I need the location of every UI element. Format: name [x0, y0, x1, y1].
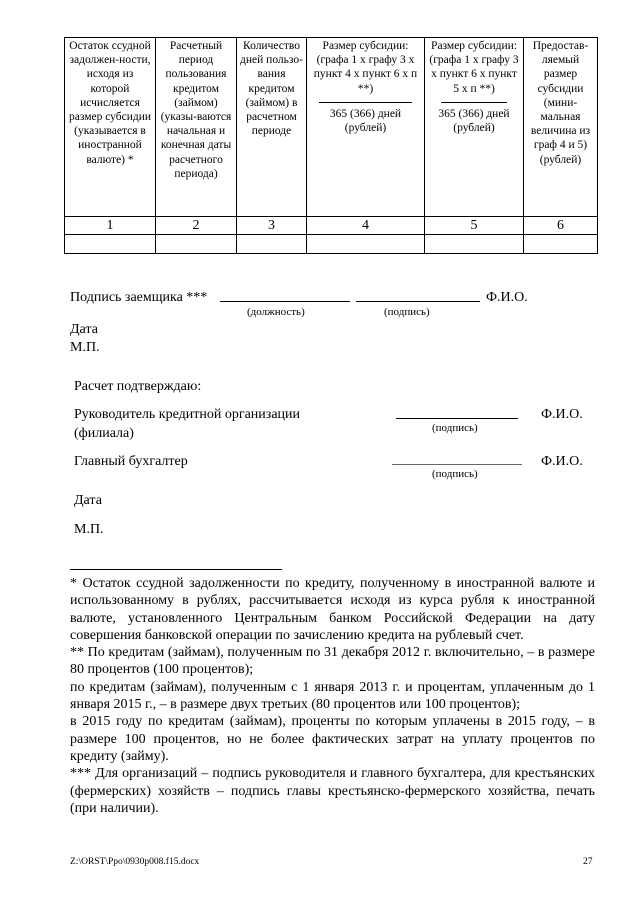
borrower-position-line[interactable] — [220, 301, 350, 302]
column-number: 3 — [237, 217, 307, 235]
confirmation-seal: М.П. — [74, 522, 104, 537]
borrower-signature-caption: (подпись) — [384, 306, 430, 318]
column-number: 2 — [156, 217, 237, 235]
fraction-line — [319, 102, 412, 103]
head-title-line1: Руководитель кредитной организации — [74, 407, 301, 422]
head-signature-caption: (подпись) — [432, 422, 478, 434]
borrower-position-caption: (должность) — [247, 306, 305, 318]
col4-numerator: Размер субсидии: (графа 1 x графу 3 x пункт 4 x пункт 6 x п **) — [313, 40, 418, 95]
confirmation-heading: Расчет подтверждаю: — [74, 379, 202, 394]
footnotes — [70, 575, 595, 817]
header-subsidy-size-b — [425, 38, 524, 217]
table-cell[interactable] — [307, 235, 425, 254]
column-number: 4 — [307, 217, 425, 235]
header-days-of-use: Количество дней пользо-вания кредитом (займом) в расчетном периоде — [237, 38, 307, 217]
table-header-row — [65, 38, 598, 217]
table-cell[interactable] — [425, 235, 524, 254]
table-cell[interactable] — [237, 235, 307, 254]
confirmation-date: Дата — [74, 493, 102, 508]
borrower-date: Дата — [70, 322, 98, 337]
borrower-signature-line[interactable] — [356, 301, 480, 302]
head-title-line2: (филиала) — [74, 426, 134, 441]
table-cell[interactable] — [524, 235, 598, 254]
footer-file-path: Z:\ORST\Ppo\0930p008.f15.docx — [70, 857, 200, 867]
footnote-2a: ** По кредитам (займам), полученным по 31 декабря 2012 г. включительно, – в размере 80 процентов (100 процентов); — [70, 645, 595, 678]
column-number: 1 — [65, 217, 156, 235]
table-cell[interactable] — [156, 235, 237, 254]
accountant-signature-line[interactable] — [392, 464, 522, 465]
fraction-line — [441, 102, 507, 103]
footnote-3: *** Для организаций – подпись руководителя и главного бухгалтера, для крестьянских (фермерских) хозяйств – подпись главы крестьянско-фермерского хозяйства, печать (при наличии). — [70, 766, 595, 816]
borrower-signature-label: Подпись заемщика *** — [70, 290, 208, 305]
head-signature-line[interactable] — [396, 418, 518, 419]
table-empty-row — [65, 235, 598, 254]
header-provided-subsidy: Предостав-ляемый размер субсидии (мини-мальная величина из граф 4 и 5) (рублей) — [524, 38, 598, 217]
borrower-seal: М.П. — [70, 340, 100, 355]
footnote-2c: в 2015 году по кредитам (займам), проценты по которым уплачены в 2015 году, – в размере 100 процентов, но не более фактических затрат на уплату процентов по кредиту (займу). — [70, 714, 595, 764]
table-cell[interactable] — [65, 235, 156, 254]
accountant-fio: Ф.И.О. — [541, 454, 583, 469]
col5-numerator: Размер субсидии: (графа 1 x графу 3 x пункт 6 x пункт 5 x п **) — [429, 40, 519, 95]
footnote-2b: по кредитам (займам), полученным с 1 января 2013 г. и процентам, уплаченным до 1 января 2015 г., – в размере двух третьих (80 процентов или 100 процентов); — [70, 679, 595, 713]
col5-denominator: 365 (366) дней (рублей) — [438, 107, 510, 135]
header-calculation-period: Расчетный период пользования кредитом (займом) (указы-ваются начальная и конечная даты расчетного периода) — [156, 38, 237, 217]
footer-page-number: 27 — [583, 857, 593, 867]
table-column-numbers-row — [65, 217, 598, 235]
column-number: 5 — [425, 217, 524, 235]
header-subsidy-size-a — [307, 38, 425, 217]
header-loan-balance: Остаток ссудной задолжен-ности, исходя из которой исчисляется размер субсидии (указывается в иностранной валюте) * — [65, 38, 156, 217]
accountant-signature-caption: (подпись) — [432, 468, 478, 480]
column-number: 6 — [524, 217, 598, 235]
subsidy-calculation-table — [64, 37, 598, 254]
head-fio: Ф.И.О. — [541, 407, 583, 422]
footnote-separator — [70, 569, 282, 570]
chief-accountant-label: Главный бухгалтер — [74, 454, 188, 469]
borrower-fio: Ф.И.О. — [486, 290, 528, 305]
col4-denominator: 365 (366) дней (рублей) — [329, 107, 402, 135]
footnote-1: * Остаток ссудной задолженности по кредиту, полученному в иностранной валюте и использованному в рублях, рассчитывается исходя из курса рубля к иностранной валюте, установленного Центральным банком Российской Федерации на дату совершения банковской операции по зачислению кредита на рублевый счет. — [70, 576, 595, 643]
